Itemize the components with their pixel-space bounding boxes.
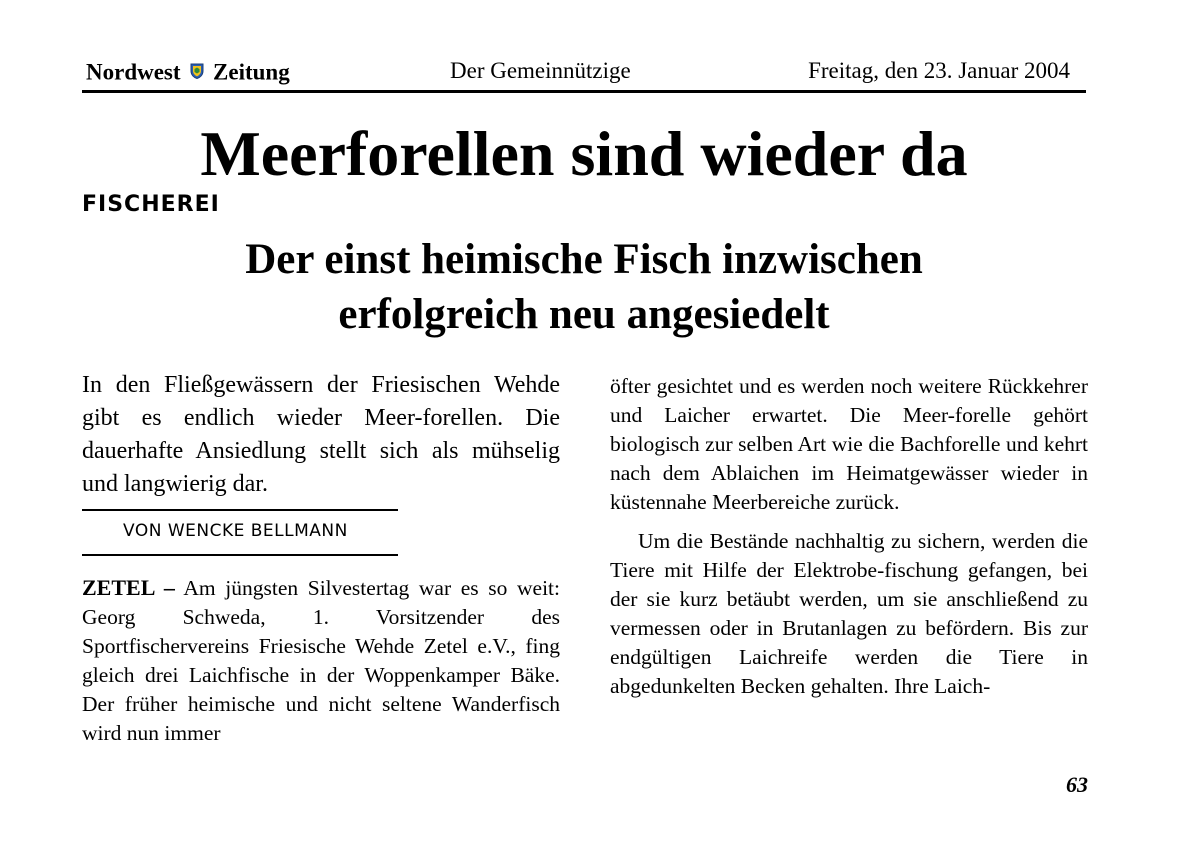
subheadline (82, 232, 1086, 342)
byline-rule-top (82, 509, 398, 511)
masthead-rule (82, 90, 1086, 93)
lead-paragraph: In den Fließgewässern der Friesischen Wehde gibt es endlich wieder Meer-forellen. Die dauerhafte Ansiedlung stellt sich als mühselig und langwierig dar. (82, 372, 560, 497)
publication-title: Der Gemeinnützige (450, 58, 631, 83)
subheadline-line-2: erfolgreich neu angesiedelt (338, 291, 830, 338)
issue-date: Freitag, den 23. Januar 2004 (808, 58, 1070, 83)
byline-rule-bottom (82, 554, 398, 556)
body-left-text: Am jüngsten Silvestertag war es so weit: Georg Schweda, 1. Vorsitzender des Sportfischervereins Friesische Wehde Zetel e.V., fing gleich drei Laichfische in der Woppenkamper Bäke. Der früher heimische und nicht seltene Wanderfisch wird nun immer (82, 576, 561, 745)
rubric-label: FISCHEREI (82, 192, 220, 217)
body-right-paragraph-1: öfter gesichtet und es werden noch weitere Rückkehrer und Laicher erwartet. Die Meer-forelle gehört biologisch zur selben Art wie die Bachforelle und kehrt nach dem Ablaichen im Heimatgewässer wieder in küstennahe Meerbereiche zurück. (610, 374, 1088, 514)
body-column-left (82, 573, 560, 748)
subheadline-line-1: Der einst heimische Fisch inzwischen (245, 236, 923, 283)
body-right-paragraph-2: Um die Bestände nachhaltig zu sichern, werden die Tiere mit Hilfe der Elektrobe-fischung gefangen, bei der sie kurz betäubt werden, um sie anschließend zu vermessen oder in Brutanlagen zu befördern. Bis zur endgültigen Laichreife werden die Tiere in abgedunkelten Becken gehalten. Ihre Laich- (610, 529, 1088, 698)
dateline: ZETEL – (82, 575, 175, 600)
newspaper-name (86, 58, 290, 86)
crest-icon (190, 63, 204, 79)
body-column-right (610, 372, 1088, 701)
newspaper-name-part-2: Zeitung (213, 59, 290, 85)
masthead (82, 58, 1086, 90)
headline: Meerforellen sind wieder da (200, 118, 968, 189)
byline: VON WENCKE BELLMANN (123, 521, 348, 541)
page-number: 63 (1066, 772, 1088, 797)
newspaper-name-part-1: Nordwest (86, 59, 181, 85)
